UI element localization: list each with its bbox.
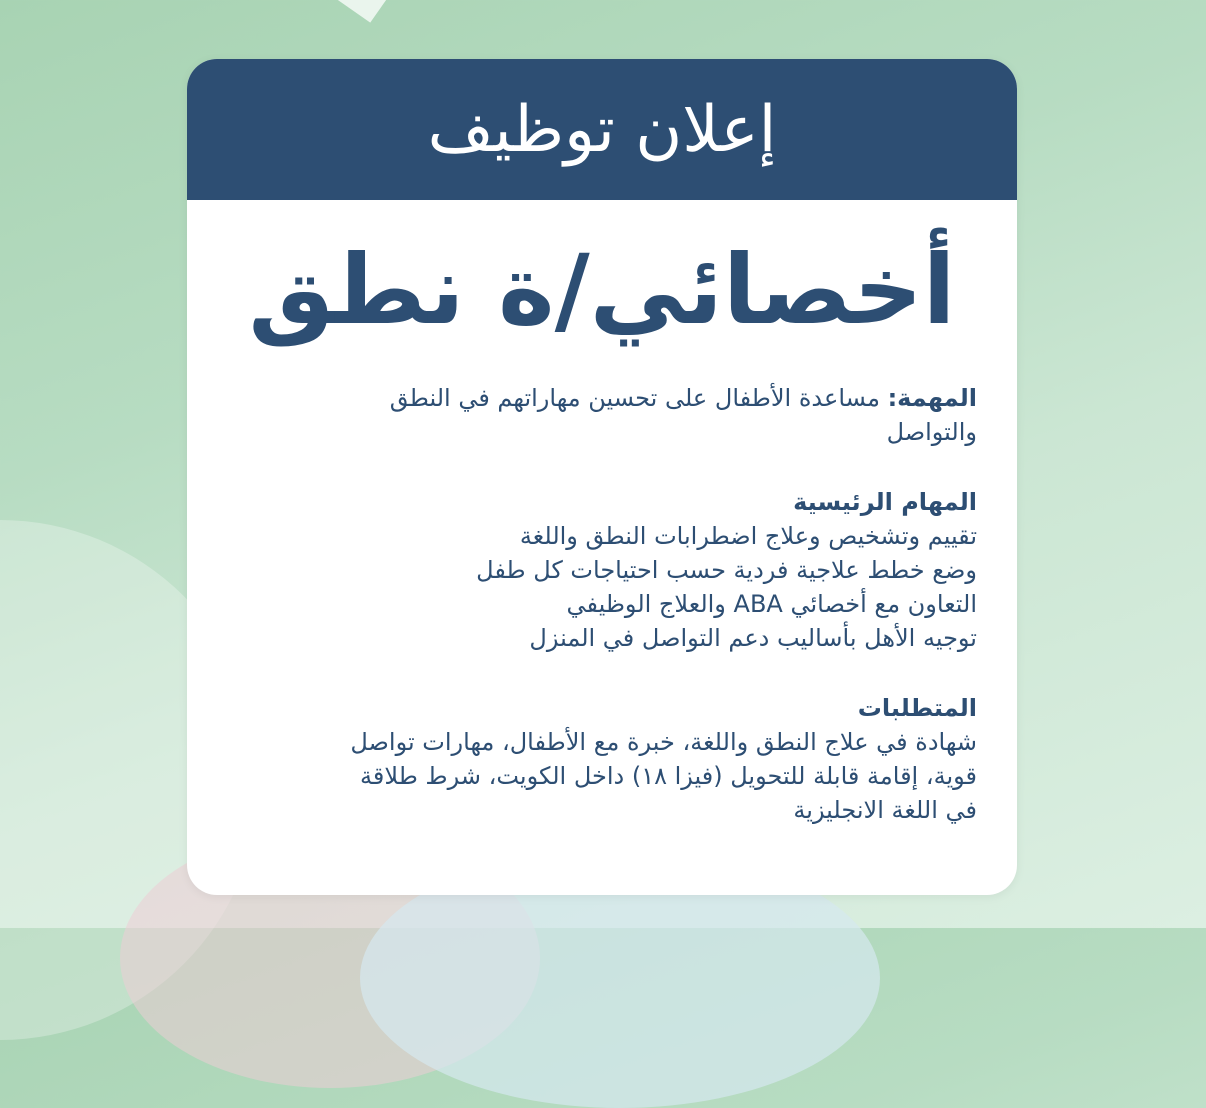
background-shape-top xyxy=(321,0,399,23)
duties-heading: المهام الرئيسية xyxy=(793,488,977,516)
requirements-line: في اللغة الانجليزية xyxy=(793,796,977,824)
task-line-1 xyxy=(227,381,977,415)
duty-item: تقييم وتشخيص وعلاج اضطرابات النطق واللغة xyxy=(519,522,977,550)
header-title: إعلان توظيف xyxy=(427,92,777,167)
duty-item: التعاون مع أخصائي ABA والعلاج الوظيفي xyxy=(566,590,977,618)
task-line-2: والتواصل xyxy=(886,418,977,446)
requirements-line: شهادة في علاج النطق واللغة، خبرة مع الأطفال، مهارات تواصل xyxy=(350,728,977,756)
job-details xyxy=(227,381,977,827)
requirements-heading: المتطلبات xyxy=(857,694,977,722)
task-label: المهمة: xyxy=(887,384,977,412)
job-title: أخصائي/ة نطق xyxy=(248,234,956,346)
requirements-line: قوية، إقامة قابلة للتحويل (فيزا ١٨) داخل الكويت، شرط طلاقة xyxy=(360,762,977,790)
duty-item: وضع خطط علاجية فردية حسب احتياجات كل طفل xyxy=(476,556,977,584)
task-text: مساعدة الأطفال على تحسين مهاراتهم في النطق xyxy=(389,384,880,412)
job-ad-card xyxy=(187,59,1017,895)
card-header xyxy=(187,59,1017,200)
duty-item: توجيه الأهل بأساليب دعم التواصل في المنزل xyxy=(529,624,977,652)
